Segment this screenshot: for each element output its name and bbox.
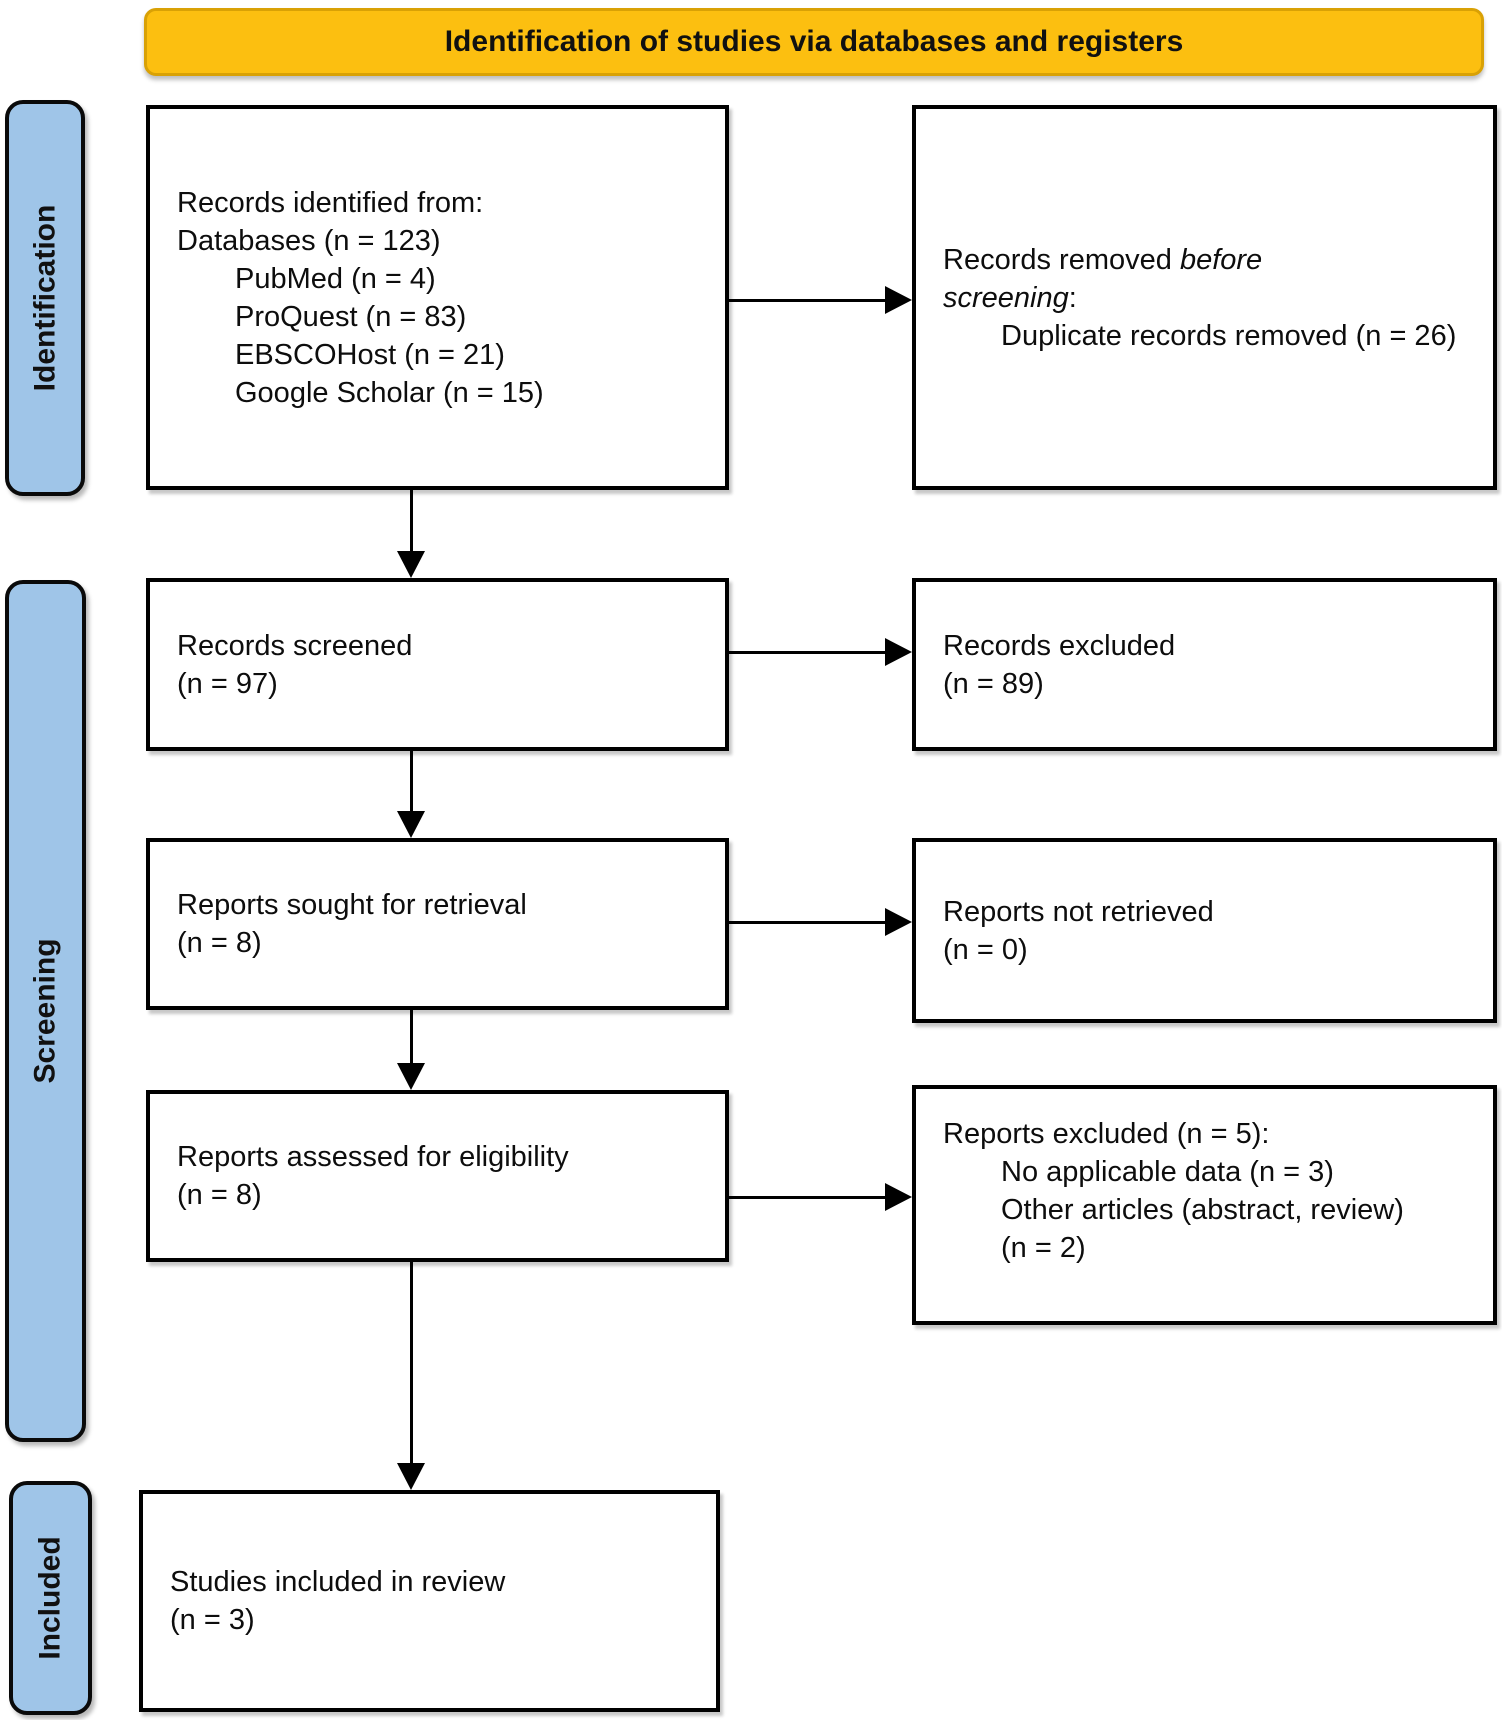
stage-identification: [5, 100, 85, 496]
box-records-screened: [146, 578, 729, 751]
box-reports-sought: [146, 838, 729, 1010]
records-identified-line1: Records identified from:: [177, 186, 484, 219]
arrow-screened-to-sought-icon: [397, 751, 425, 838]
studies-included-count: (n = 3): [170, 1604, 255, 1636]
arrow-shaft: [410, 1010, 413, 1063]
reports-sought-label: Reports sought for retrieval: [177, 889, 527, 921]
box-reports-not-retrieved: [912, 838, 1497, 1023]
arrow-sought-to-assessed-icon: [397, 1010, 425, 1090]
reports-not-retrieved-count: (n = 0): [943, 933, 1028, 966]
records-excluded-label: Records excluded: [943, 629, 1176, 662]
arrow-head-down-icon: [397, 551, 425, 578]
reports-excluded-header: Reports excluded (n = 5):: [943, 1118, 1270, 1150]
banner: [144, 8, 1484, 76]
arrow-shaft: [729, 1196, 885, 1199]
arrow-screened-to-excluded-icon: [729, 638, 912, 666]
box-records-removed: [912, 105, 1497, 490]
records-identified-source: ProQuest (n = 83): [235, 300, 467, 333]
stage-included: [9, 1481, 92, 1715]
records-removed-line1: [943, 241, 1481, 279]
records-removed-reason: Duplicate records removed (n = 26): [1001, 319, 1457, 352]
box-reports-assessed: [146, 1090, 729, 1262]
arrow-head-down-icon: [397, 1463, 425, 1490]
arrow-shaft: [729, 921, 885, 924]
records-removed-line1-italic: before: [1179, 243, 1263, 276]
records-identified-source: Google Scholar (n = 15): [235, 376, 544, 409]
arrow-head-right-icon: [885, 1183, 912, 1211]
arrow-head-right-icon: [885, 638, 912, 666]
box-studies-included: [139, 1490, 720, 1712]
studies-included-label: Studies included in review: [170, 1566, 506, 1598]
arrow-head-right-icon: [885, 286, 912, 314]
arrow-shaft: [410, 751, 413, 811]
reports-assessed-count: (n = 8): [177, 1179, 262, 1211]
stage-screening-label: Screening: [28, 938, 62, 1084]
arrow-shaft: [410, 490, 413, 551]
records-removed-line1-normal: Records removed: [943, 243, 1180, 276]
stage-included-label: Included: [33, 1536, 67, 1660]
arrow-shaft: [729, 299, 885, 302]
arrow-shaft: [410, 1262, 413, 1463]
records-screened-label: Records screened: [177, 629, 413, 662]
records-excluded-count: (n = 89): [943, 667, 1044, 700]
arrow-head-down-icon: [397, 811, 425, 838]
records-identified-source: EBSCOHost (n = 21): [235, 338, 505, 371]
box-records-excluded: [912, 578, 1497, 751]
records-removed-line2-italic: screening: [943, 281, 1069, 314]
reports-sought-count: (n = 8): [177, 927, 262, 959]
arrow-head-down-icon: [397, 1063, 425, 1090]
records-removed-line2-normal: :: [1068, 281, 1077, 314]
arrow-shaft: [729, 651, 885, 654]
arrow-assessed-to-excluded-icon: [729, 1183, 912, 1211]
reports-excluded-reason: Other articles (abstract, review) (n = 2): [1001, 1194, 1412, 1264]
arrow-sought-to-not-retrieved-icon: [729, 908, 912, 936]
arrow-assessed-to-included-icon: [397, 1262, 425, 1490]
records-screened-count: (n = 97): [177, 667, 278, 700]
records-identified-line2: Databases (n = 123): [177, 224, 441, 257]
records-identified-source: PubMed (n = 4): [235, 262, 436, 295]
reports-excluded-reason: No applicable data (n = 3): [1001, 1156, 1334, 1188]
box-reports-excluded: [912, 1085, 1497, 1325]
reports-not-retrieved-label: Reports not retrieved: [943, 895, 1214, 928]
box-records-identified: [146, 105, 729, 490]
arrow-head-right-icon: [885, 908, 912, 936]
stage-identification-label: Identification: [28, 204, 62, 392]
arrow-identified-to-removed-icon: [729, 286, 912, 314]
arrow-identified-to-screened-icon: [397, 490, 425, 578]
reports-assessed-label: Reports assessed for eligibility: [177, 1141, 569, 1173]
banner-title: Identification of studies via databases and registers: [444, 25, 1184, 58]
records-removed-line2: [943, 279, 1481, 317]
stage-screening: [5, 580, 86, 1442]
